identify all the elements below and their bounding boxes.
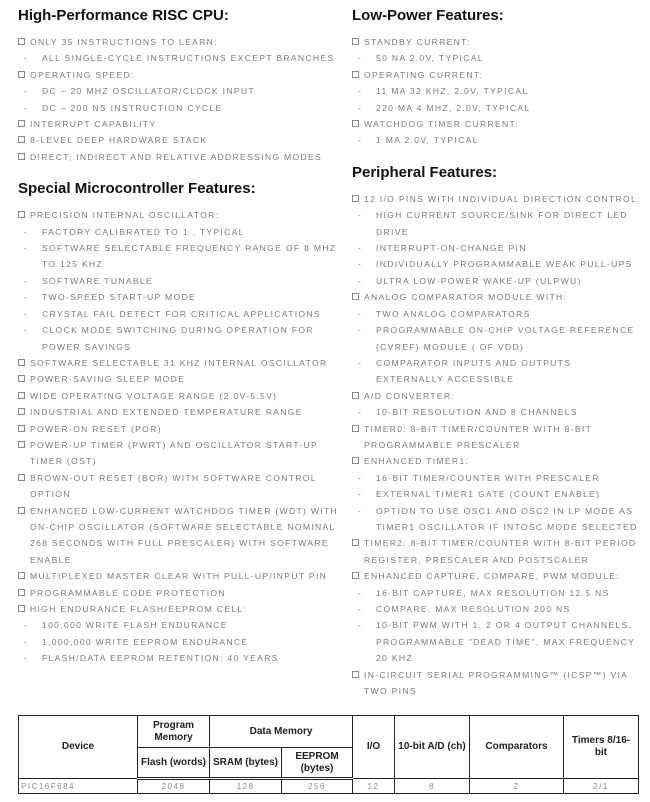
dash-icon: - — [24, 620, 29, 631]
list-item-text: PROGRAMMABLE CODE PROTECTION — [30, 587, 226, 598]
header-flash: Flash (words) — [138, 748, 210, 779]
list-item — [18, 470, 340, 503]
dash-icon: - — [358, 587, 363, 598]
list-item — [18, 207, 340, 223]
checkbox-bullet-icon — [352, 425, 359, 432]
checkbox-bullet-icon — [18, 359, 25, 366]
list-item-text: WIDE OPERATING VOLTAGE RANGE (2.0V-5.5V) — [30, 390, 278, 401]
list-item — [18, 149, 340, 165]
sub-list-item — [352, 240, 642, 256]
header-timers: Timers 8/16-bit — [564, 716, 639, 779]
list-item-text: PROGRAMMABLE ON-CHIP VOLTAGE REFERENCE (CVREF) MODULE ( OF VDD) — [376, 325, 635, 352]
list-item — [18, 568, 340, 584]
table-row — [19, 779, 639, 794]
cell-timers: 2/1 — [564, 779, 639, 794]
header-data-memory: Data Memory — [210, 716, 353, 748]
sub-list-item — [18, 100, 340, 116]
left-column — [18, 6, 340, 667]
sub-list-item — [18, 634, 340, 650]
list-item — [18, 421, 340, 437]
sub-list-item — [352, 404, 642, 420]
checkbox-bullet-icon — [18, 71, 25, 78]
sub-list-item — [18, 224, 340, 240]
dash-icon: - — [358, 53, 363, 64]
list-item — [352, 421, 642, 454]
list-item-text: DIRECT, INDIRECT AND RELATIVE ADDRESSING MODES — [30, 151, 323, 162]
list-item-text: BROWN-OUT RESET (BOR) WITH SOFTWARE CONTROL OPTION — [30, 472, 317, 500]
dash-icon: - — [358, 86, 363, 97]
checkbox-bullet-icon — [18, 38, 25, 45]
cell-flash: 2048 — [138, 779, 210, 794]
dash-icon: - — [358, 604, 363, 614]
device-table-container — [0, 699, 650, 802]
list-item-text: 220 ΜA 4 MHZ, 2.0V, TYPICAL — [376, 102, 531, 113]
list-item-text: WATCHDOG TIMER CURRENT: — [364, 119, 519, 130]
sub-list-item — [18, 306, 340, 322]
list-item-text: INDUSTRIAL AND EXTENDED TEMPERATURE RANGE — [30, 407, 303, 418]
dash-icon: - — [24, 292, 29, 303]
sub-list-item — [352, 355, 642, 388]
sub-list-item — [352, 273, 642, 289]
list-item — [352, 191, 642, 207]
list-item-text: SOFTWARE SELECTABLE FREQUENCY RANGE OF 8 MHZ TO 125 KHZ — [42, 243, 337, 270]
list-item-text: ENHANCED TIMER1: — [364, 456, 470, 467]
list-item — [18, 585, 340, 601]
dash-icon: - — [358, 357, 363, 368]
dash-icon: - — [358, 210, 363, 221]
checkbox-bullet-icon — [352, 671, 359, 678]
sub-list-item — [352, 100, 642, 116]
header-sram: SRAM (bytes) — [210, 748, 282, 779]
list-item-text: TWO ANALOG COMPARATORS — [376, 308, 531, 319]
list-item — [352, 388, 642, 404]
dash-icon: - — [358, 243, 363, 254]
list-item-text: FACTORY CALIBRATED TO 1 , TYPICAL — [42, 226, 245, 237]
list-item-text: 1,000,000 WRITE EEPROM ENDURANCE — [42, 636, 249, 647]
checkbox-bullet-icon — [18, 605, 25, 612]
dash-icon: - — [358, 102, 363, 113]
list-item-text: IN-CIRCUIT SERIAL PROGRAMMING™ (ICSP™) VIA TWO PINS — [364, 669, 628, 697]
dash-icon: - — [24, 53, 29, 64]
list-item-text: TWO-SPEED START-UP MODE — [42, 292, 197, 303]
list-item — [18, 371, 340, 387]
cell-device: PIC16F684 — [19, 779, 138, 794]
header-eeprom: EEPROM (bytes) — [282, 748, 353, 779]
checkbox-bullet-icon — [18, 408, 25, 415]
cell-comparators: 2 — [470, 779, 564, 794]
header-ad: 10-bit A/D (ch) — [395, 716, 470, 779]
sub-list-item — [18, 83, 340, 99]
checkbox-bullet-icon — [18, 153, 25, 160]
checkbox-bullet-icon — [18, 120, 25, 127]
list-item-text: SOFTWARE TUNABLE — [42, 275, 154, 286]
list-item-text: ONLY 35 INSTRUCTIONS TO LEARN: — [30, 37, 218, 47]
sub-list-item — [352, 486, 642, 502]
list-item — [352, 34, 642, 50]
checkbox-bullet-icon — [18, 136, 25, 143]
checkbox-bullet-icon — [18, 211, 25, 218]
right-column — [352, 6, 642, 699]
checkbox-bullet-icon — [18, 425, 25, 432]
dash-icon: - — [24, 275, 29, 286]
dash-icon: - — [24, 102, 29, 113]
cpu-feature-list — [18, 34, 340, 165]
list-item-text: CRYSTAL FAIL DETECT FOR CRITICAL APPLICATIONS — [42, 308, 321, 319]
device-table — [18, 715, 639, 794]
dash-icon: - — [358, 135, 363, 146]
list-item-text: ALL SINGLE-CYCLE INSTRUCTIONS EXCEPT BRANCHES — [42, 53, 335, 64]
sub-list-item — [352, 617, 642, 666]
checkbox-bullet-icon — [352, 293, 359, 300]
list-item-text: 1 ΜA 2.0V, TYPICAL — [376, 135, 479, 146]
list-item — [18, 503, 340, 569]
list-item — [352, 667, 642, 700]
dash-icon: - — [24, 308, 29, 319]
sub-list-item — [352, 601, 642, 617]
list-item-text: TIMER2: 8-BIT TIMER/COUNTER WITH 8-BIT PERIOD REGISTER, PRESCALER AND POSTSCALER — [364, 538, 637, 565]
list-item-text: INTERRUPT-ON-CHANGE PIN — [376, 243, 527, 254]
list-item-text: FLASH/DATA EEPROM RETENTION: 40 YEARS — [42, 653, 279, 664]
cell-sram: 128 — [210, 779, 282, 794]
list-item-text: ANALOG COMPARATOR MODULE WITH: — [364, 292, 568, 303]
dash-icon: - — [24, 243, 29, 254]
list-item — [18, 67, 340, 83]
header-io: I/O — [353, 716, 395, 779]
checkbox-bullet-icon — [18, 589, 25, 596]
dash-icon: - — [24, 653, 29, 664]
list-item-text: HIGH ENDURANCE FLASH/EEPROM CELL: — [30, 604, 248, 614]
dash-icon: - — [358, 620, 363, 631]
checkbox-bullet-icon — [18, 474, 25, 481]
list-item-text: COMPARATOR INPUTS AND OUTPUTS EXTERNALLY ACCESSIBLE — [376, 357, 572, 385]
list-item-text: ENHANCED LOW-CURRENT WATCHDOG TIMER (WDT) WITH ON-CHIP OSCILLATOR (SOFTWARE SELECTABLE NOMINAL 268 SECONDS WITH FULL PRESCALER) WITH SOFTWARE ENABLE — [30, 505, 339, 565]
checkbox-bullet-icon — [352, 572, 359, 579]
dash-icon: - — [358, 505, 363, 516]
list-item-text: 100,000 WRITE FLASH ENDURANCE — [42, 620, 228, 631]
header-comparators: Comparators — [470, 716, 564, 779]
dash-icon: - — [24, 86, 29, 97]
list-item — [352, 116, 642, 132]
special-feature-list — [18, 207, 340, 666]
peripheral-features-heading: Peripheral Features: — [352, 163, 498, 181]
list-item-text: TIMER0: 8-BIT TIMER/COUNTER WITH 8-BIT PROGRAMMABLE PRESCALER — [364, 423, 592, 450]
dash-icon: - — [358, 259, 363, 270]
list-item-text: A/D CONVERTER: — [364, 390, 456, 401]
list-item-text: MULTIPLEXED MASTER CLEAR WITH PULL-UP/INPUT PIN — [30, 571, 328, 582]
dash-icon: - — [358, 489, 363, 500]
list-item-text: 50 NA 2.0V, TYPICAL — [376, 53, 484, 64]
sub-list-item — [352, 306, 642, 322]
sub-list-item — [352, 470, 642, 486]
list-item — [352, 289, 642, 305]
cpu-heading: High-Performance RISC CPU: — [18, 7, 229, 24]
dash-icon: - — [358, 472, 363, 483]
list-item — [352, 67, 642, 83]
list-item-text: DC – 200 NS INSTRUCTION CYCLE — [42, 102, 223, 113]
list-item-text: OPERATING CURRENT: — [364, 69, 484, 80]
checkbox-bullet-icon — [352, 457, 359, 464]
sub-list-item — [352, 322, 642, 355]
sub-list-item — [352, 207, 642, 240]
peripheral-feature-list — [352, 191, 642, 700]
dash-icon: - — [358, 308, 363, 319]
dash-icon: - — [24, 226, 29, 237]
sub-list-item — [18, 289, 340, 305]
list-item-text: DC – 20 MHZ OSCILLATOR/CLOCK INPUT — [42, 86, 255, 97]
sub-list-item — [352, 50, 642, 66]
sub-list-item — [18, 273, 340, 289]
sub-list-item — [352, 256, 642, 272]
list-item-text: EXTERNAL TIMER1 GATE (COUNT ENABLE) — [376, 489, 601, 500]
list-item — [18, 132, 340, 148]
list-item — [352, 568, 642, 584]
list-item-text: INTERRUPT CAPABILITY — [30, 119, 157, 130]
list-item-text: 10-BIT RESOLUTION AND 8 CHANNELS — [376, 407, 578, 418]
list-item-text: 10-BIT PWM WITH 1, 2 OR 4 OUTPUT CHANNELS, PROGRAMMABLE "DEAD TIME", MAX FREQUENCY 20 KHZ — [376, 620, 635, 664]
list-item — [18, 601, 340, 617]
checkbox-bullet-icon — [18, 507, 25, 514]
list-item-text: 12 I/O PINS WITH INDIVIDUAL DIRECTION CONTROL: — [364, 193, 641, 204]
sub-list-item — [352, 132, 642, 148]
list-item-text: STANDBY CURRENT: — [364, 37, 471, 47]
dash-icon: - — [24, 325, 29, 336]
special-features-heading: Special Microcontroller Features: — [18, 180, 256, 198]
cell-io: 12 — [353, 779, 395, 794]
sub-list-item — [18, 322, 340, 355]
sub-list-item — [18, 617, 340, 633]
sub-list-item — [18, 240, 340, 273]
dash-icon: - — [24, 636, 29, 647]
list-item-text: HIGH CURRENT SOURCE/SINK FOR DIRECT LED DRIVE — [376, 210, 628, 237]
checkbox-bullet-icon — [352, 539, 359, 546]
sub-list-item — [352, 585, 642, 601]
list-item-text: 11 ΜA 32 KHZ, 2.0V, TYPICAL — [376, 86, 529, 97]
cell-ad: 8 — [395, 779, 470, 794]
list-item-text: OPTION TO USE OSC1 AND OSC2 IN LP MODE AS TIMER1 OSCILLATOR IF INTOSC MODE SELECTED — [376, 505, 638, 532]
checkbox-bullet-icon — [352, 38, 359, 45]
checkbox-bullet-icon — [352, 120, 359, 127]
checkbox-bullet-icon — [352, 195, 359, 202]
list-item — [18, 355, 340, 371]
header-device: Device — [19, 716, 138, 779]
sub-list-item — [18, 50, 340, 66]
sub-list-item — [18, 650, 340, 666]
list-item — [352, 453, 642, 469]
list-item — [18, 404, 340, 420]
list-item-text: POWER-UP TIMER (PWRT) AND OSCILLATOR START-UP TIMER (OST) — [30, 439, 318, 467]
dash-icon: - — [358, 325, 363, 336]
cell-eeprom: 256 — [282, 779, 353, 794]
dash-icon: - — [358, 407, 363, 418]
list-item-text: COMPARE, MAX RESOLUTION 200 NS — [376, 604, 571, 614]
list-item-text: SOFTWARE SELECTABLE 31 KHZ INTERNAL OSCILLATOR — [30, 357, 328, 368]
list-item-text: 16-BIT CAPTURE, MAX RESOLUTION 12.5 NS — [376, 587, 610, 598]
list-item-text: 8-LEVEL DEEP HARDWARE STACK — [30, 135, 208, 146]
list-item-text: ULTRA LOW-POWER WAKE-UP (ULPWU) — [376, 275, 582, 286]
list-item-text: POWER-SAVING SLEEP MODE — [30, 374, 186, 385]
checkbox-bullet-icon — [18, 392, 25, 399]
list-item-text: INDIVIDUALLY PROGRAMMABLE WEAK PULL-UPS — [376, 259, 633, 270]
list-item — [18, 437, 340, 470]
checkbox-bullet-icon — [18, 572, 25, 579]
sub-list-item — [352, 83, 642, 99]
list-item-text: OPERATING SPEED: — [30, 69, 135, 80]
checkbox-bullet-icon — [18, 441, 25, 448]
list-item — [18, 388, 340, 404]
list-item — [352, 535, 642, 568]
header-program-memory: Program Memory — [138, 716, 210, 748]
dash-icon: - — [358, 275, 363, 286]
list-item — [18, 116, 340, 132]
list-item-text: 16-BIT TIMER/COUNTER WITH PRESCALER — [376, 472, 600, 483]
checkbox-bullet-icon — [18, 375, 25, 382]
low-power-heading: Low-Power Features: — [352, 7, 504, 24]
low-power-feature-list — [352, 34, 642, 149]
list-item — [18, 34, 340, 50]
checkbox-bullet-icon — [352, 392, 359, 399]
list-item-text: POWER-ON RESET (POR) — [30, 423, 162, 434]
list-item-text: CLOCK MODE SWITCHING DURING OPERATION FOR POWER SAVINGS — [42, 325, 314, 352]
sub-list-item — [352, 503, 642, 536]
list-item-text: PRECISION INTERNAL OSCILLATOR: — [30, 210, 220, 221]
list-item-text: ENHANCED CAPTURE, COMPARE, PWM MODULE: — [364, 571, 620, 582]
checkbox-bullet-icon — [352, 71, 359, 78]
